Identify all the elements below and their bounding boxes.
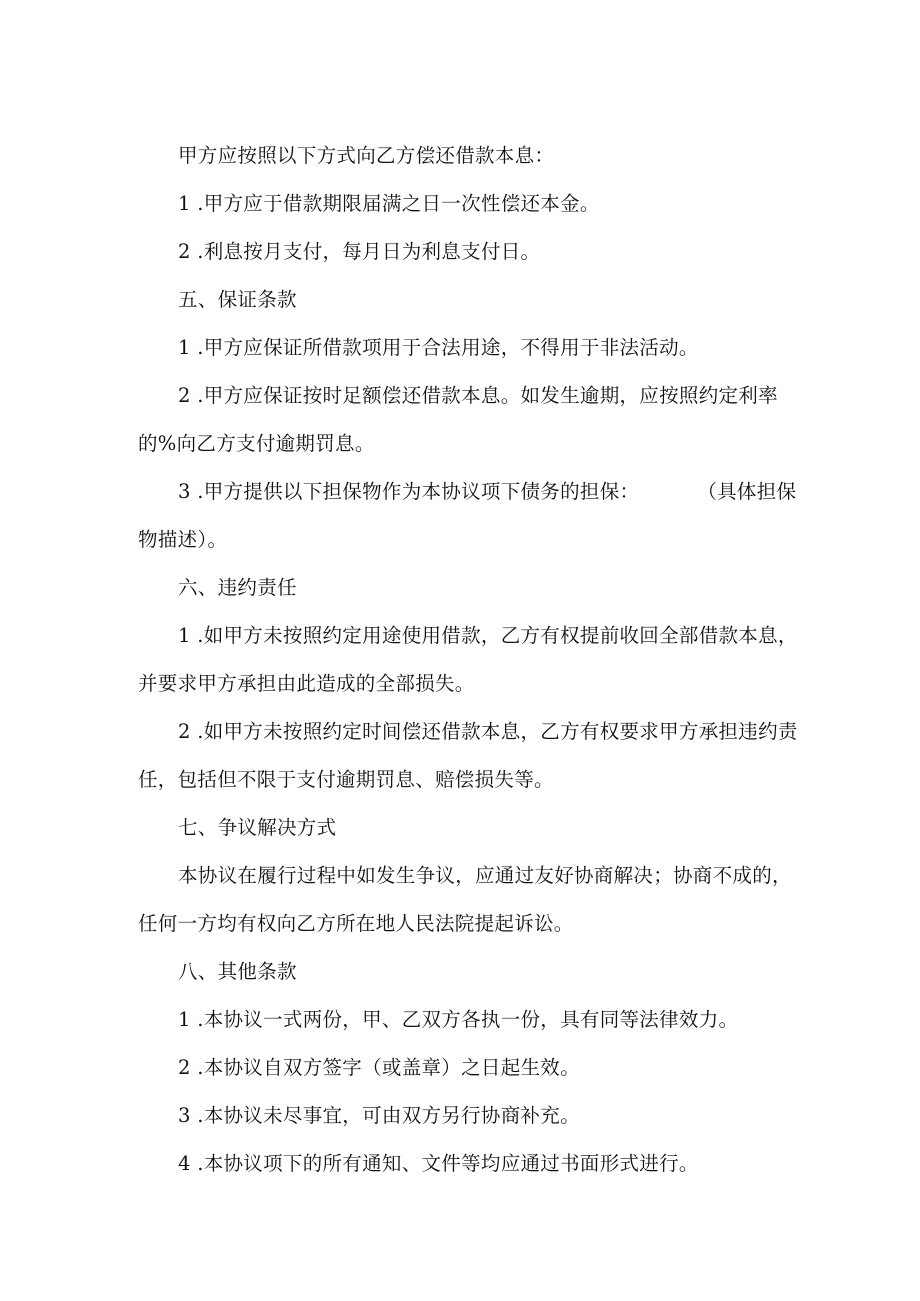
guarantee-item-3-description: （具体担保物描述）。 xyxy=(138,480,797,551)
other-item-1: 1 .本协议一式两份，甲、乙双方各执一份，具有同等法律效力。 xyxy=(178,1008,739,1031)
section-heading-liability: 六、违约责任 xyxy=(178,576,297,599)
other-item-4: 4 .本协议项下的所有通知、文件等均应通过书面形式进行。 xyxy=(178,1152,699,1175)
other-item-3: 3 .本协议未尽事宜，可由双方另行协商补充。 xyxy=(178,1104,580,1127)
other-item-2: 2 .本协议自双方签字（或盖章）之日起生效。 xyxy=(178,1056,580,1079)
repayment-item-2: 2 .利息按月支付，每月日为利息支付日。 xyxy=(178,240,541,263)
guarantee-item-3 xyxy=(138,468,798,564)
liability-item-1: 1 .如甲方未按照约定用途使用借款，乙方有权提前收回全部借款本息，并要求甲方承担由此造成的全部损失。 xyxy=(138,624,798,695)
dispute-text: 本协议在履行过程中如发生争议，应通过友好协商解决；协商不成的，任何一方均有权向乙方所在地人民法院提起诉讼。 xyxy=(138,864,792,935)
guarantee-item-2: 2 .甲方应保证按时足额偿还借款本息。如发生逾期，应按照约定利率的%向乙方支付逾期罚息。 xyxy=(138,384,778,455)
section-heading-other: 八、其他条款 xyxy=(178,960,297,983)
liability-item-2: 2 .如甲方未按照约定时间偿还借款本息，乙方有权要求甲方承担违约责任，包括但不限于支付逾期罚息、赔偿损失等。 xyxy=(138,720,798,791)
repayment-intro: 甲方应按照以下方式向乙方偿还借款本息： xyxy=(178,144,555,167)
section-heading-guarantee: 五、保证条款 xyxy=(178,288,297,311)
guarantee-item-3-main: 3 .甲方提供以下担保物作为本协议项下债务的担保： xyxy=(178,480,640,503)
section-heading-dispute: 七、争议解决方式 xyxy=(178,816,337,839)
repayment-item-1: 1 .甲方应于借款期限届满之日一次性偿还本金。 xyxy=(178,192,600,215)
document-body xyxy=(138,132,798,1188)
guarantee-item-1: 1 .甲方应保证所借款项用于合法用途，不得用于非法活动。 xyxy=(178,336,699,359)
